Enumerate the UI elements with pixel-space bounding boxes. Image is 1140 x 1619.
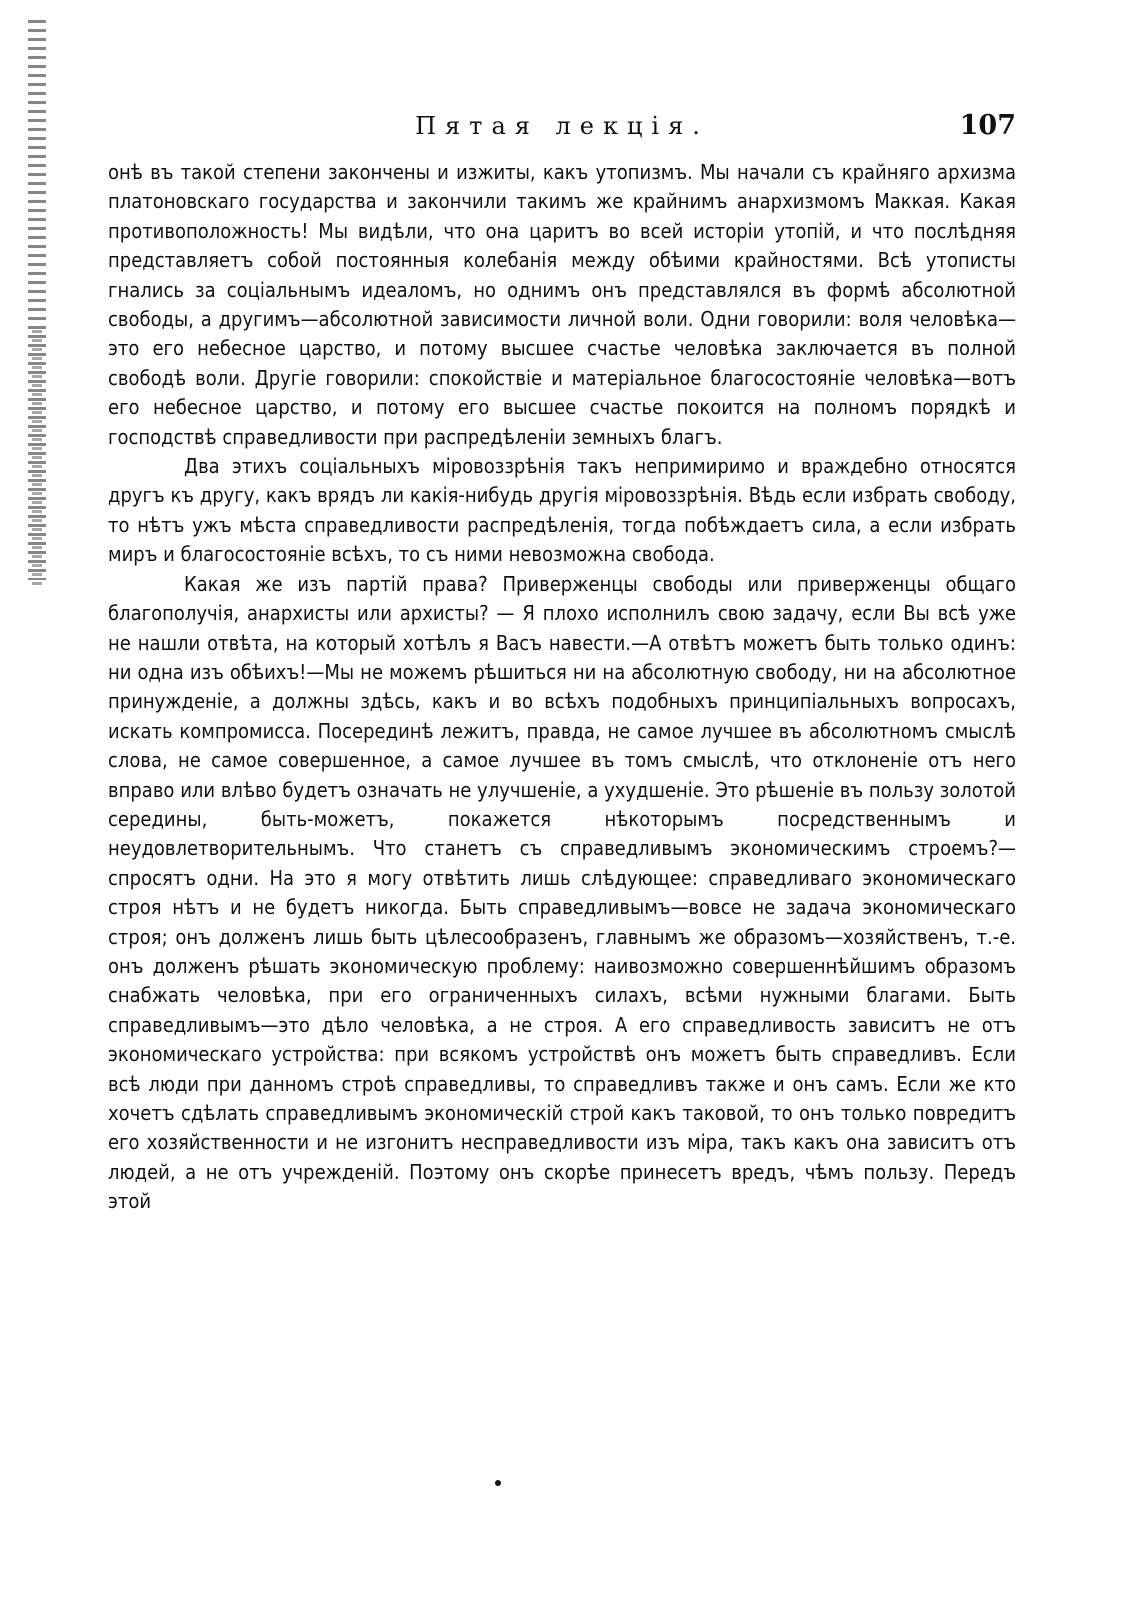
paragraph-3: Какая же изъ партій права? Приверженцы свободы или приверженцы общаго благополучія, анархисты или архисты? — Я плохо исполнилъ свою задачу, если Вы всѣ уже не нашли отвѣта, на который хотѣлъ я Васъ навести.—А отвѣтъ можетъ быть только одинъ: ни одна изъ обѣихъ!—Мы не можемъ рѣшиться ни на абсолютную свободу, ни на абсолютное принужденіе, а должны здѣсь, какъ и во всѣхъ подобныхъ принципіальныхъ вопросахъ, искать компромисса. Посерединѣ лежитъ, правда, не самое лучшее въ абсолютномъ смыслѣ слова, не самое совершенное, а самое лучшее въ томъ смыслѣ, что отклоненіе отъ него вправо или влѣво будетъ означать не улучшеніе, а ухудшеніе. Это рѣшеніе въ пользу золотой середины, быть-можетъ, покажется нѣкоторымъ посредственнымъ и неудовлетворительнымъ. Что станетъ съ справедливымъ экономическимъ строемъ?—спросятъ одни. На это я могу отвѣтить лишь слѣдующее: справедливаго экономическаго строя нѣтъ и не будетъ никогда. Быть справедливымъ—вовсе не задача экономическаго строя; онъ долженъ лишь быть цѣлесообразенъ, главнымъ же образомъ—хозяйственъ, т.-е. онъ долженъ рѣшать экономическую проблему: наивозможно совершеннѣйшимъ образомъ снабжать человѣка, при его ограниченныхъ силахъ, всѣми нужными благами. Быть справедливымъ—это дѣло человѣка, а не строя. А его справедливость зависитъ не отъ экономическаго устройства: при всякомъ устройствѣ онъ можетъ быть справедливъ. Если всѣ люди при данномъ строѣ справедливы, то справедливъ также и онъ самъ. Если же кто хочетъ сдѣлать справедливымъ экономическій строй какъ таковой, то онъ только повредитъ его хозяйственности и не изгонитъ несправедливости изъ міра, такъ какъ она зависитъ отъ людей, а не отъ учрежденій. Поэтому онъ скорѣе принесетъ вредъ, чѣмъ пользу. Передъ этой	[108, 571, 1016, 1214]
page-header	[108, 108, 1016, 148]
running-title: Пятая лекція.	[415, 112, 709, 140]
ink-dot-artifact	[495, 1480, 501, 1486]
body-text	[108, 158, 1016, 1217]
paragraph-2: Два этихъ соціальныхъ міровоззрѣнія такъ непримиримо и враждебно относятся другъ къ другу, какъ врядъ ли какія-нибудь другія міровоззрѣнія. Вѣдь если избрать свободу, то нѣтъ ужъ мѣста справедливости распредѣленія, тогда побѣждаетъ сила, а если избрать миръ и благосостояніе всѣхъ, то съ ними невозможна свобода.	[108, 454, 1016, 567]
scan-edge-artifact-lower	[32, 330, 42, 590]
page-number: 107	[959, 110, 1016, 141]
paragraph-1: онѣ въ такой степени закончены и изжиты, какъ утопизмъ. Мы начали съ крайняго архизма платоновскаго государства и закончили такимъ же крайнимъ анархизмомъ Маккая. Какая противоположность! Мы видѣли, что она царитъ во всей исторіи утопій, и что послѣдняя представляетъ собой постоянныя колебанія между обѣими крайностями. Всѣ утописты гнались за соціальнымъ идеаломъ, но однимъ онъ представлялся въ формѣ абсолютной свободы, а другимъ—абсолютной зависимости личной воли. Одни говорили: воля человѣка—это его небесное царство, и потому высшее счастье человѣка заключается въ полной свободѣ воли. Другіе говорили: спокойствіе и матеріальное благосостояніе человѣка—вотъ его небесное царство, и потому его высшее счастье покоится на полномъ порядкѣ и господствѣ справедливости при распредѣленіи земныхъ благъ.	[108, 160, 1016, 449]
